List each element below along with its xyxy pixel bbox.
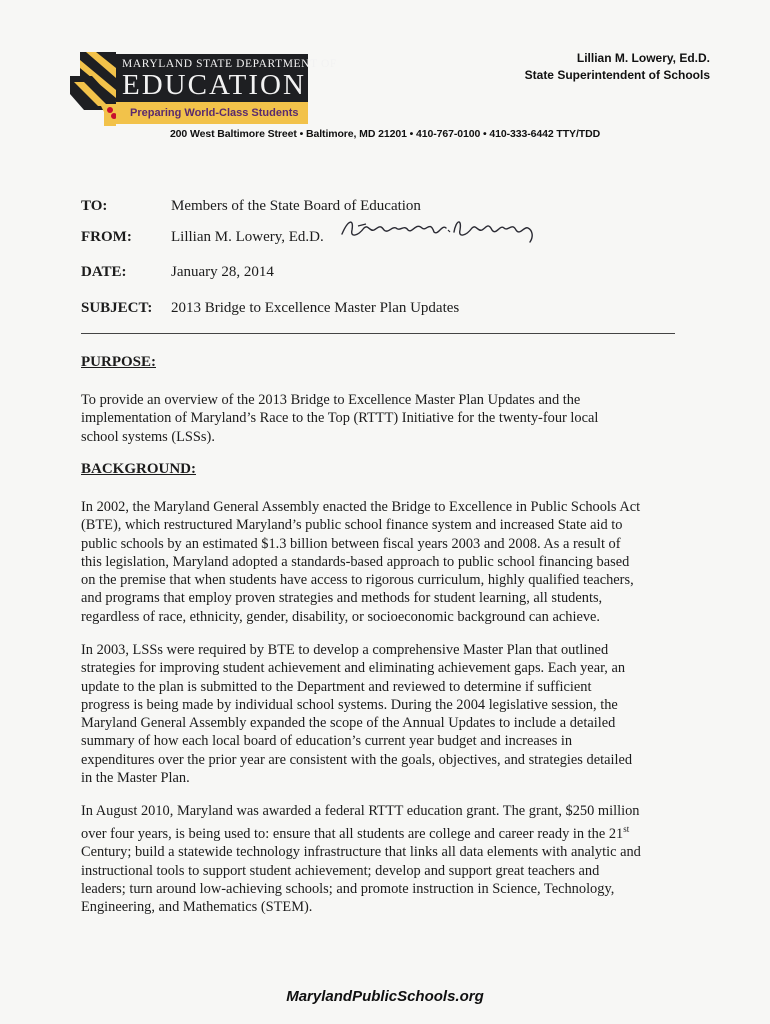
text-line: leaders; turn around low-achieving schools; and promote instruction in Science, Technology, <box>81 880 615 897</box>
footer-website: MarylandPublicSchools.org <box>286 988 484 1005</box>
text-line: school systems (LSSs). <box>81 428 215 445</box>
superscript-ordinal: st <box>623 824 630 835</box>
handwritten-signature <box>338 210 538 246</box>
background-paragraph-3 <box>81 802 681 917</box>
memo-from-row <box>81 229 324 246</box>
background-paragraph-1 <box>81 498 681 626</box>
logo-banner <box>116 54 337 102</box>
text-line: regardless of race, ethnicity, gender, disability, or socioeconomic background can achieve. <box>81 608 601 625</box>
superintendent-name: Lillian M. Lowery, Ed.D. <box>576 51 710 65</box>
text-line: implementation of Maryland’s Race to the Top (RTTT) Initiative for the twenty-four local <box>81 410 599 427</box>
text-line <box>81 820 681 843</box>
letterhead-address: 200 West Baltimore Street • Baltimore, MD 21201 • 410-767-0100 • 410-333-6442 TTY/TDD <box>169 128 601 140</box>
memo-date-value: January 28, 2014 <box>171 264 274 280</box>
text-line: this legislation, Maryland adopted a standards-based approach to public school financing based <box>81 553 630 570</box>
header-divider <box>81 333 675 334</box>
text-line: To provide an overview of the 2013 Bridge to Excellence Master Plan Updates and the <box>81 392 581 408</box>
text-line: Engineering, and Mathematics (STEM). <box>81 899 313 916</box>
text-line: summary of how each local board of education’s current year budget and increases in <box>81 733 573 750</box>
text-line: instructional tools to support student achievement; develop and support great teachers and <box>81 862 600 879</box>
background-paragraph-2 <box>81 641 681 787</box>
text-line: strategies for improving student achievement and eliminating achievement gaps. Each year, an <box>81 660 626 677</box>
text-segment: over four years, is being used to: ensure that all students are college and career ready in the 21 <box>81 826 624 843</box>
purpose-paragraph <box>81 391 681 446</box>
memo-subject-label: SUBJECT: <box>81 300 153 316</box>
text-line: in the Master Plan. <box>81 770 190 787</box>
text-line: and programs that employ proven strategies and methods for student learning, all students, <box>81 590 603 607</box>
text-line: Century; build a statewide technology infrastructure that links all data elements with analytic and <box>81 844 641 861</box>
memo-from-label: FROM: <box>81 229 132 245</box>
text-line: update to the plan is submitted to the Department and reviewed to determine if sufficient <box>81 678 592 695</box>
superintendent-title: State Superintendent of Schools <box>524 68 710 82</box>
maryland-flag-icon <box>70 46 116 126</box>
text-line: In 2003, LSSs were required by BTE to develop a comprehensive Master Plan that outlined <box>81 642 609 658</box>
text-line: expenditures over the prior year are consistent with the goals, objectives, and strategies detailed <box>81 751 633 768</box>
memo-to-label: TO: <box>81 198 108 214</box>
memo-from-value: Lillian M. Lowery, Ed.D. <box>171 229 324 245</box>
logo-education-text: EDUCATION <box>122 69 306 101</box>
text-line: In 2002, the Maryland General Assembly enacted the Bridge to Excellence in Public Schools Act <box>81 499 641 515</box>
text-line: In August 2010, Maryland was awarded a federal RTTT education grant. The grant, $250 million <box>81 803 640 819</box>
logo-department-text: MARYLAND STATE DEPARTMENT OF <box>122 58 337 70</box>
text-line: (BTE), which restructured Maryland’s public school finance system and increased State aid to <box>81 517 623 534</box>
memo-to-value: Members of the State Board of Education <box>171 198 421 214</box>
memo-subject-value: 2013 Bridge to Excellence Master Plan Updates <box>171 300 460 316</box>
logo-tagline: Preparing World-Class Students <box>116 102 308 124</box>
text-line: public schools by an estimated $1.3 billion between fiscal years 2003 and 2008. As a result of <box>81 535 621 552</box>
superintendent-block <box>525 50 710 84</box>
background-heading: BACKGROUND: <box>81 461 196 477</box>
msde-logo <box>70 46 337 126</box>
memo-subject-row <box>81 300 459 317</box>
text-line: Maryland General Assembly expanded the scope of the Annual Updates to include a detailed <box>81 715 616 732</box>
text-line: on the premise that when students have access to rigorous curriculum, highly qualified teachers, <box>81 572 634 589</box>
text-line: progress is being made by individual school systems. During the 2004 legislative session, the <box>81 696 618 713</box>
memo-date-row <box>81 264 274 281</box>
memo-date-label: DATE: <box>81 264 127 280</box>
purpose-heading: PURPOSE: <box>81 354 156 370</box>
